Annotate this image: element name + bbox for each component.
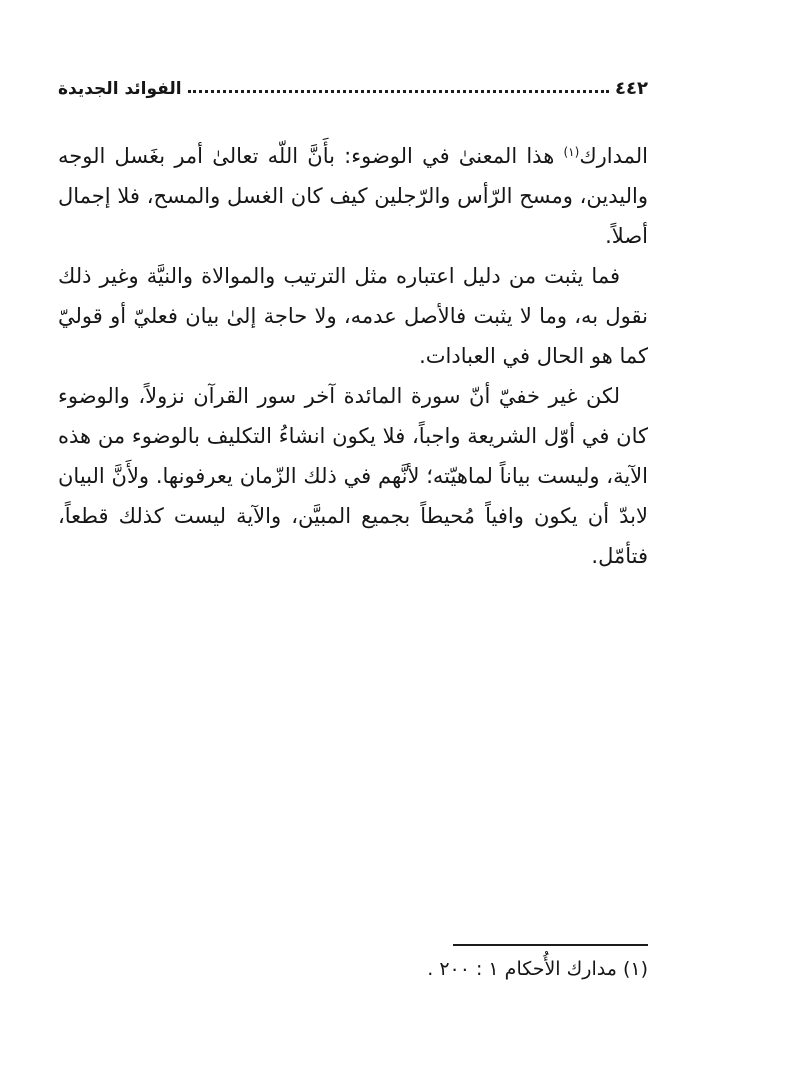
paragraph-2: فما يثبت من دليل اعتباره مثل الترتيب والموالاة والنيَّة وغير ذلك نقول به، وما لا يثبت فالأصل عدمه، ولا حاجة إلىٰ بيان فعليّ أو قوليّ كما هو الحال في العبادات. [58, 264, 648, 368]
paragraph-1-text: هذا المعنىٰ في الوضوء: بأَنَّ اللّه تعالىٰ أمر بغَسل الوجه واليدين، ومسح الرّأس والرّجلين كيف كان الغسل والمسح، فلا إجمال أصلاً. [58, 144, 648, 248]
footnote-marker: (١) [622, 958, 648, 980]
header-dotted-leader [188, 90, 609, 93]
book-title: الفوائد الجديدة [58, 79, 182, 99]
footnote-text: مدارك الأُحكام ١ : ٢٠٠ . [427, 958, 617, 980]
page-number: ٤٤٢ [615, 78, 648, 99]
paragraph-1 [58, 132, 648, 256]
paragraph-1-lead: المدارك [579, 144, 648, 168]
footnote-line [58, 956, 648, 982]
paragraph-3: لكن غير خفيّ أنّ سورة المائدة آخر سور القرآن نزولاً، والوضوء كان في أوّل الشريعة واجباً، فلا يكون انشاءُ التكليف بالوضوء من هذه الآية، وليست بياناً لماهيّته؛ لأنَّهم في ذلك الزّمان يعرفونها. ولأَنَّ البيان لابدّ أن يكون وافياً مُحيطاً بجميع المبيَّن، والآية ليست كذلك قطعاً، فتأمّل. [58, 384, 648, 568]
footnote-ref-marker: (١) [563, 145, 580, 159]
body-text [58, 132, 648, 576]
footnote-separator [453, 944, 648, 946]
footnote [58, 944, 648, 982]
running-header [58, 78, 648, 99]
